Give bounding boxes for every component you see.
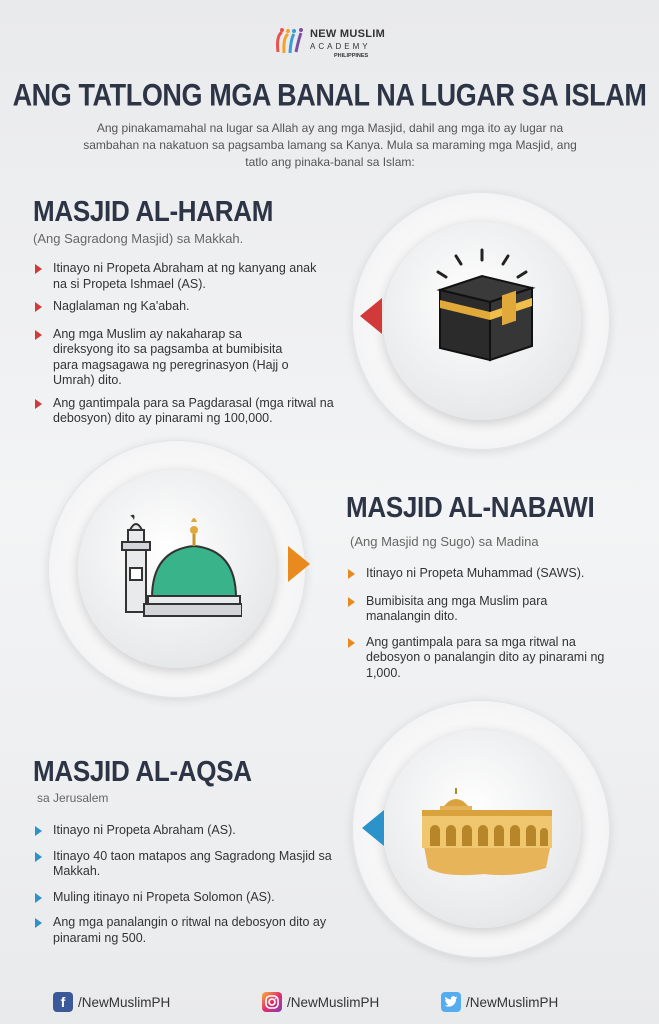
instagram-icon xyxy=(262,992,282,1012)
footer-facebook[interactable] xyxy=(53,992,170,1012)
list-item: Itinayo ni Propeta Abraham (AS). xyxy=(33,823,353,839)
section-title-aqsa: MASJID AL-AQSA xyxy=(33,754,252,788)
logo-mark-icon xyxy=(272,26,306,56)
kaaba-icon xyxy=(420,248,545,366)
bullet-triangle-icon xyxy=(348,638,355,648)
green-dome-mosque-icon xyxy=(112,512,242,620)
bullets-haram xyxy=(33,261,378,434)
page-title: ANG TATLONG MGA BANAL NA LUGAR SA ISLAM xyxy=(12,77,647,113)
bullet-triangle-icon xyxy=(35,264,42,274)
al-aqsa-mosque-icon xyxy=(414,788,556,878)
bullets-aqsa xyxy=(33,823,353,953)
logo-name: NEW MUSLIM xyxy=(310,28,386,40)
list-item: Ang gantimpala para sa mga ritwal na debosyon o panalangin dito ay pinarami ng 1,000. xyxy=(346,635,626,682)
facebook-icon: f xyxy=(53,992,73,1012)
logo-country: PHILIPPINES xyxy=(334,53,369,59)
bullet-triangle-icon xyxy=(35,918,42,928)
section-title-haram: MASJID AL-HARAM xyxy=(33,194,274,228)
bullets-nabawi xyxy=(346,566,626,688)
twitter-icon xyxy=(441,992,461,1012)
list-item: Muling itinayo ni Propeta Solomon (AS). xyxy=(33,890,353,906)
section-subtitle-nabawi: (Ang Masjid ng Sugo) sa Madina xyxy=(350,534,539,549)
list-item: Itinayo 40 taon matapos ang Sagradong Masjid sa Makkah. xyxy=(33,849,333,880)
bullet-triangle-icon xyxy=(348,597,355,607)
instagram-handle: /NewMuslimPH xyxy=(287,994,380,1010)
bullet-triangle-icon xyxy=(35,852,42,862)
bullet-triangle-icon xyxy=(35,399,42,409)
section-title-nabawi: MASJID AL-NABAWI xyxy=(346,490,595,524)
bullet-triangle-icon xyxy=(35,330,42,340)
logo-sub: ACADEMY xyxy=(310,42,371,51)
section-subtitle-haram: (Ang Sagradong Masjid) sa Makkah. xyxy=(33,231,244,246)
intro-text: Ang pinakamamahal na lugar sa Allah ay ang mga Masjid, dahil ang mga ito ay lugar na sambahan na nakatuon sa pagsamba lamang sa Kanya. Mula sa maraming mga Masjid, ang tatlo ang pinaka-banal sa Islam: xyxy=(83,121,577,169)
pointer-arrow-blue xyxy=(362,810,384,846)
section-subtitle-aqsa: sa Jerusalem xyxy=(37,791,109,805)
list-item: Naglalaman ng Ka'abah. xyxy=(33,299,378,315)
footer-instagram[interactable] xyxy=(262,992,379,1012)
bullet-triangle-icon xyxy=(35,893,42,903)
bullet-triangle-icon xyxy=(348,569,355,579)
list-item: Ang mga panalangin o ritwal na debosyon dito ay pinarami ng 500. xyxy=(33,915,338,946)
bullet-triangle-icon xyxy=(35,826,42,836)
list-item: Itinayo ni Propeta Abraham at ng kanyang anak na si Propeta Ishmael (AS). xyxy=(33,261,323,292)
bullet-triangle-icon xyxy=(35,302,42,312)
pointer-arrow-orange xyxy=(288,546,310,582)
logo xyxy=(272,26,402,66)
facebook-handle: /NewMuslimPH xyxy=(78,994,171,1010)
list-item: Ang mga Muslim ay nakaharap sa direksyong ito sa pagsamba at bumibisita para magsagawa ng peregrinasyon (Hajj o Umrah) dito. xyxy=(33,327,301,389)
list-item: Ang gantimpala para sa Pagdarasal (mga ritwal na debosyon) dito ay pinarami ng 100,000. xyxy=(33,396,378,427)
list-item: Itinayo ni Propeta Muhammad (SAWS). xyxy=(346,566,626,582)
pointer-arrow-red xyxy=(360,298,382,334)
list-item: Bumibisita ang mga Muslim para manalangin dito. xyxy=(346,594,596,625)
footer-twitter[interactable] xyxy=(441,992,558,1012)
twitter-handle: /NewMuslimPH xyxy=(466,994,559,1010)
